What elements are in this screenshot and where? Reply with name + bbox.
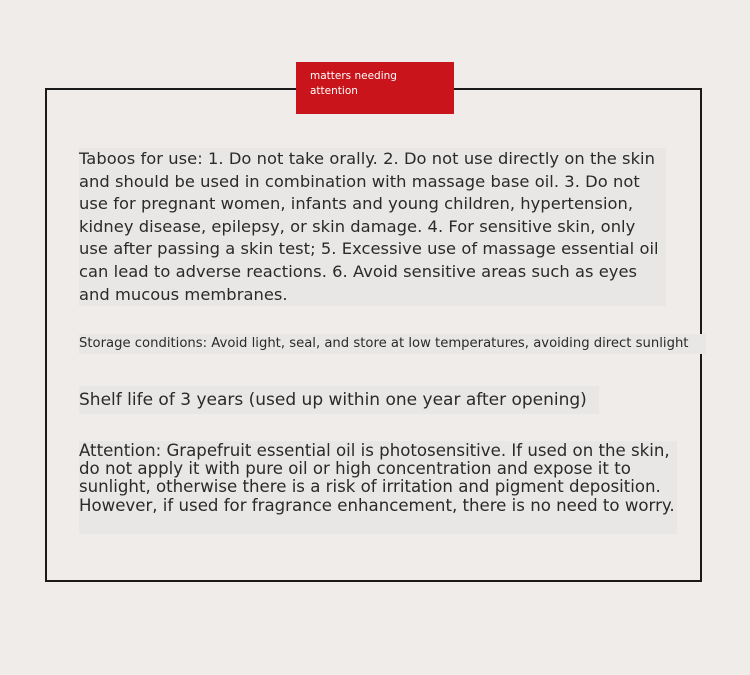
shelf-life-text: Shelf life of 3 years (used up within one year after opening) (79, 386, 599, 414)
section-label: matters needing attention (296, 62, 454, 114)
taboos-paragraph: Taboos for use: 1. Do not take orally. 2. Do not use directly on the skin and should be used in combination with massage base oil. 3. Do not use for pregnant women, infants and young children, hypertension, kidney disease, epilepsy, or skin damage. 4. For sensitive skin, only use after passing a skin test; 5. Excessive use of massage essential oil can lead to adverse reactions. 6. Avoid sensitive areas such as eyes and mucous membranes. (79, 148, 666, 306)
storage-conditions-text: Storage conditions: Avoid light, seal, and store at low temperatures, avoiding direct sunlight (79, 334, 706, 354)
attention-paragraph: Attention: Grapefruit essential oil is photosensitive. If used on the skin, do not apply it with pure oil or high concentration and expose it to sunlight, otherwise there is a risk of irritation and pigment deposition. However, if used for fragrance enhancement, there is no need to worry. (79, 441, 677, 534)
